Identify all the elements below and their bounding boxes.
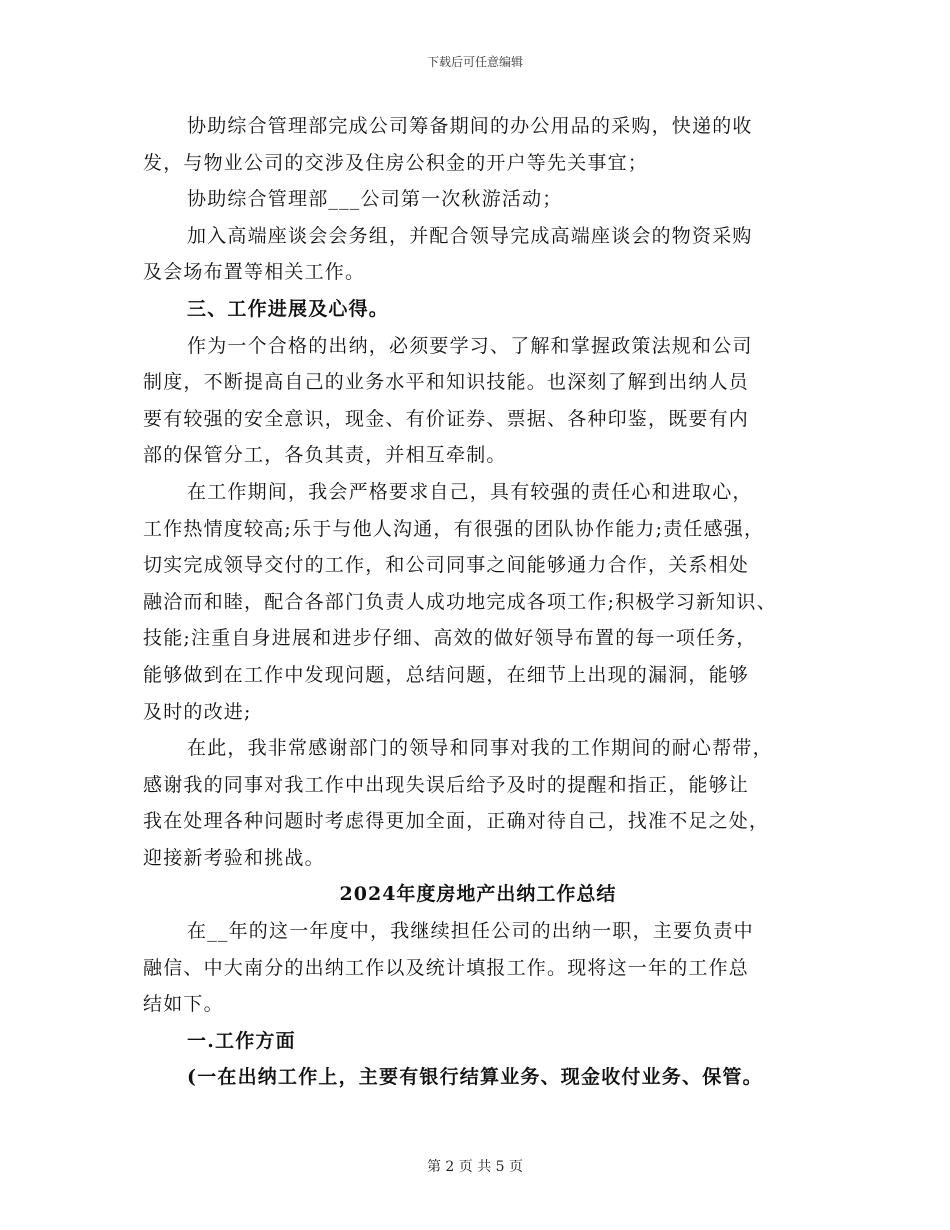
text-line: 在此，我非常感谢部门的领导和同事对我的工作期间的耐心帮带，	[187, 737, 773, 760]
text-line: 结如下。	[143, 993, 224, 1016]
page-header: 下载后可任意编辑	[426, 55, 523, 69]
text-line: 在工作期间，我会严格要求自己，具有较强的责任心和进取心，	[187, 480, 753, 503]
text-line: 迎接新考验和挑战。	[143, 846, 325, 869]
text-line: 发，与物业公司的交涉及住房公积金的开户等先关事宜；	[143, 151, 649, 174]
text-line: 切实完成领导交付的工作，和公司同事之间能够通力合作，关系相处	[143, 554, 750, 577]
page-footer: 第 2 页 共 5 页	[426, 1159, 524, 1175]
section-title: 2024年度房地产出纳工作总结	[339, 883, 617, 906]
text-line: 我在处理各种问题时考虑得更加全面，正确对待自己，找准不足之处，	[143, 810, 770, 833]
text-line: 感谢我的同事对我工作中出现失误后给予及时的提醒和指正，能够让	[143, 773, 750, 796]
text-line: 及会场布置等相关工作。	[143, 261, 366, 284]
section-heading: 一.工作方面	[187, 1029, 296, 1052]
text-line: 在__年的这一年度中，我继续担任公司的出纳一职，主要负责中	[187, 920, 754, 943]
section-heading: 三、工作进展及心得。	[187, 297, 390, 320]
text-line: 协助综合管理部完成公司筹备期间的办公用品的采购，快递的收	[187, 115, 753, 137]
document-body	[143, 108, 813, 1096]
text-line: 融洽而和睦，配合各部门负责人成功地完成各项工作;积极学习新知识、	[143, 590, 777, 613]
text-line: 部的保管分工，各负其责，并相互牵制。	[143, 444, 507, 467]
text-line: 技能;注重自身进展和进步仔细、高效的做好领导布置的每一项任务，	[143, 627, 757, 650]
text-line: 融信、中大南分的出纳工作以及统计填报工作。现将这一年的工作总	[143, 956, 750, 979]
text-line: 及时的改进;	[143, 700, 252, 723]
text-line: 制度，不断提高自己的业务水平和知识技能。也深刻了解到出纳人员	[143, 371, 750, 394]
text-line: 能够做到在工作中发现问题，总结问题，在细节上出现的漏洞，能够	[143, 663, 750, 686]
text-line: 工作热情度较高;乐于与他人沟通，有很强的团队协作能力;责任感强，	[143, 517, 765, 540]
text-line: 作为一个合格的出纳，必须要学习、了解和掌握政策法规和公司	[187, 334, 753, 357]
text-line: 要有较强的安全意识，现金、有价证券、票据、各种印鉴，既要有内	[143, 407, 750, 430]
text-line: 协助综合管理部___公司第一次秋游活动；	[187, 188, 563, 211]
text-line: 加入高端座谈会会务组，并配合领导完成高端座谈会的物资采购	[187, 224, 753, 247]
section-heading: (一在出纳工作上，主要有银行结算业务、现金收付业务、保管。	[187, 1066, 763, 1089]
